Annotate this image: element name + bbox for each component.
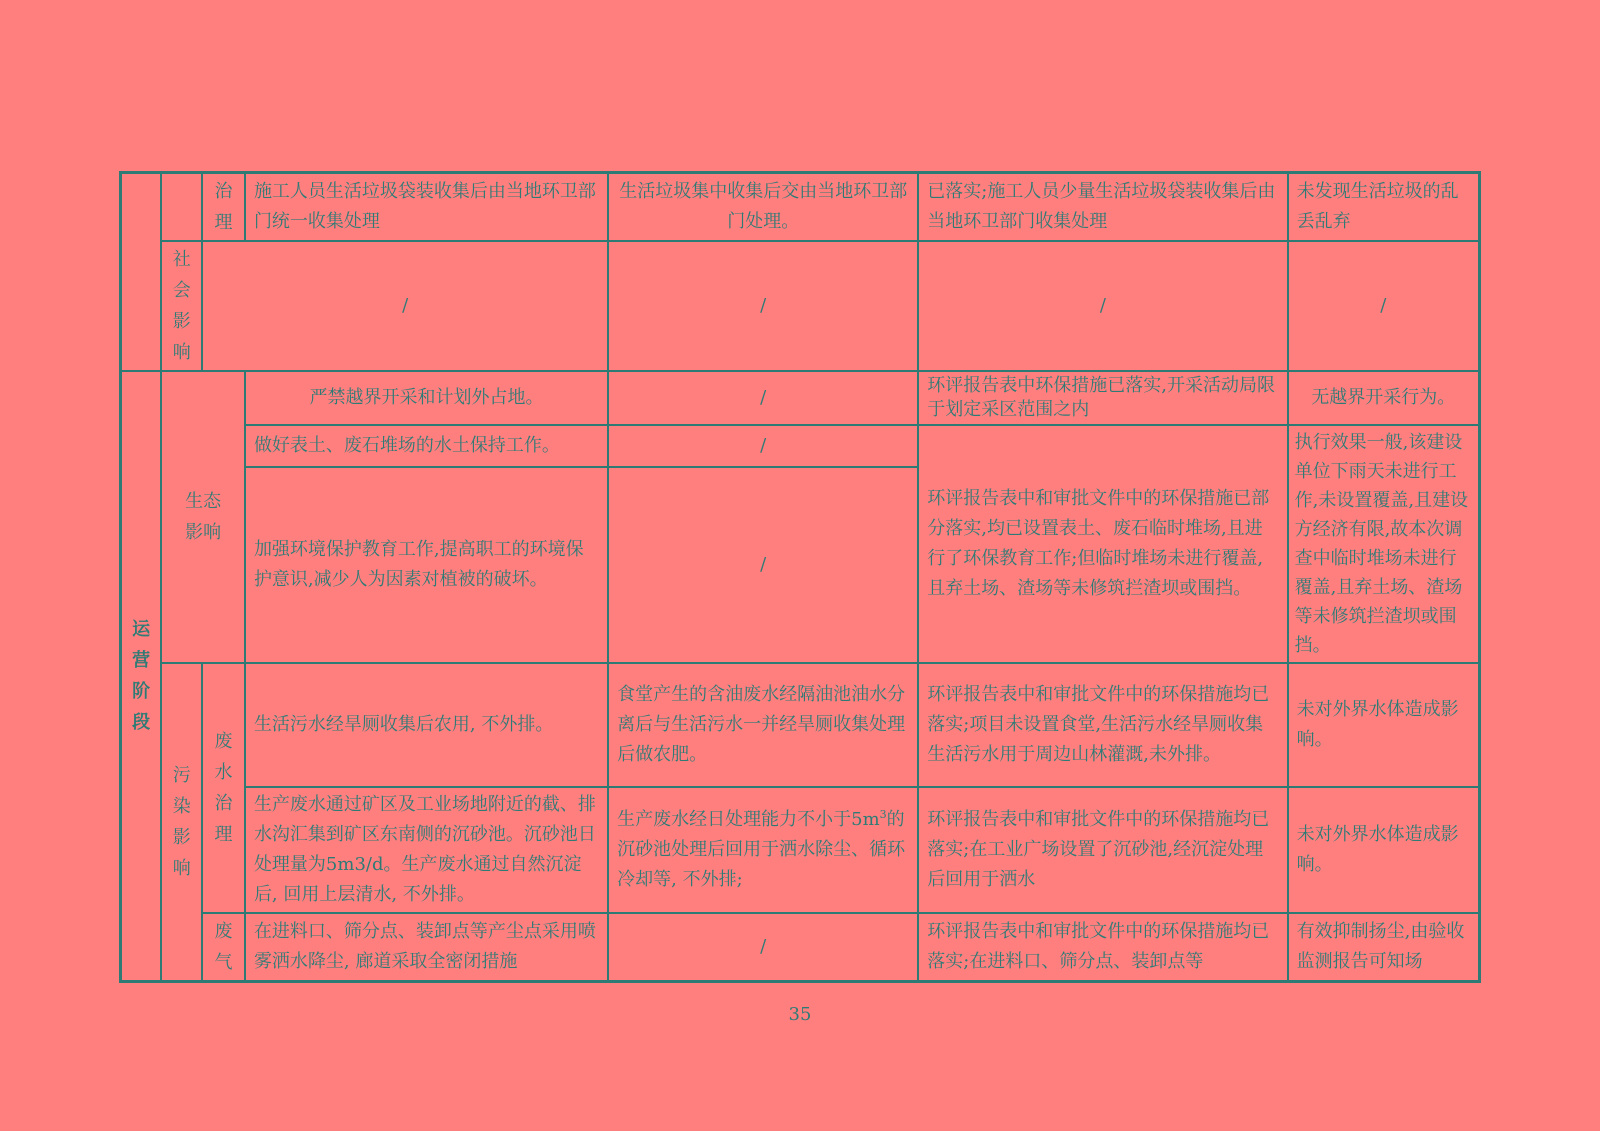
- subcategory-label: 治理: [202, 173, 245, 242]
- effect-cell: /: [1288, 241, 1480, 371]
- requirement-cell: 施工人员生活垃圾袋装收集后由当地环卫部门统一收集处理: [245, 173, 608, 242]
- requirement-cell: 生产废水通过矿区及工业场地附近的截、排水沟汇集到矿区东南侧的沉砂池。沉砂池日处理量为5m3/d。生产废水通过自然沉淀后, 回用上层清水, 不外排。: [245, 787, 608, 913]
- page-number: 35: [788, 1004, 812, 1025]
- effect-cell: 未对外界水体造成影响。: [1288, 787, 1480, 913]
- requirement-cell: 加强环境保护教育工作,提高职工的环境保护意识,减少人为因素对植被的破坏。: [245, 467, 608, 663]
- implementation-cell: 已落实;施工人员少量生活垃圾袋装收集后由当地环卫部门收集处理: [918, 173, 1287, 242]
- table-row: [121, 425, 1480, 467]
- table-row: [121, 913, 1480, 982]
- table-row: [121, 787, 1480, 913]
- category-label-ecology: 生态影响: [161, 371, 245, 663]
- requirement-cell: 在进料口、筛分点、装卸点等产尘点采用喷雾洒水降尘, 廊道采取全密闭措施: [245, 913, 608, 982]
- implementation-cell: 环评报告表中和审批文件中的环保措施均已落实;在进料口、筛分点、装卸点等: [918, 913, 1287, 982]
- approval-cell: /: [608, 241, 918, 371]
- table-row: [121, 663, 1480, 787]
- table-row: [121, 173, 1480, 242]
- approval-cell: [608, 787, 918, 913]
- approval-cell: /: [608, 371, 918, 425]
- subcategory-label-exhaust: 废气: [202, 913, 245, 982]
- effect-cell: 无越界开采行为。: [1288, 371, 1480, 425]
- stage-cell-previous: [121, 173, 162, 372]
- requirement-cell: /: [202, 241, 608, 371]
- approval-superscript: 3: [879, 808, 887, 821]
- implementation-cell: /: [918, 241, 1287, 371]
- effect-cell: 未对外界水体造成影响。: [1288, 663, 1480, 787]
- category-label-social: 社会影响: [161, 241, 202, 371]
- requirement-cell: 做好表土、废石堆场的水土保持工作。: [245, 425, 608, 467]
- effect-cell: 有效抑制扬尘,由验收监测报告可知场: [1288, 913, 1480, 982]
- table-row: [121, 371, 1480, 425]
- effect-cell-shared: 执行效果一般,该建设单位下雨天未进行工作,未设置覆盖,且建设方经济有限,故本次调查中临时堆场未进行覆盖,且弃土场、渣场等未修筑拦渣坝或围挡。: [1288, 425, 1480, 663]
- implementation-cell: 环评报告表中和审批文件中的环保措施均已落实;项目未设置食堂,生活污水经旱厕收集生活污水用于周边山林灌溉,未外排。: [918, 663, 1287, 787]
- approval-cell: /: [608, 913, 918, 982]
- approval-cell: 食堂产生的含油废水经隔油池油水分离后与生活污水一并经旱厕收集处理后做农肥。: [608, 663, 918, 787]
- implementation-cell: 环评报告表中环保措施已落实,开采活动局限于划定采区范围之内: [918, 371, 1287, 425]
- requirement-cell: 生活污水经旱厕收集后农用, 不外排。: [245, 663, 608, 787]
- approval-cell: /: [608, 467, 918, 663]
- environmental-measures-table: [119, 171, 1481, 983]
- implementation-cell: 环评报告表中和审批文件中的环保措施均已落实;在工业广场设置了沉砂池,经沉淀处理后回用于洒水: [918, 787, 1287, 913]
- effect-cell: 未发现生活垃圾的乱丢乱弃: [1288, 173, 1480, 242]
- subcategory-label-wastewater: 废水治理: [202, 663, 245, 913]
- category-label-pollution: 污染影响: [161, 663, 202, 982]
- approval-cell: /: [608, 425, 918, 467]
- category-cell-previous: [161, 173, 202, 242]
- stage-label-operation: 运营阶段: [121, 371, 162, 982]
- table-row: [121, 241, 1480, 371]
- requirement-cell: 严禁越界开采和计划外占地。: [245, 371, 608, 425]
- approval-cell: 生活垃圾集中收集后交由当地环卫部门处理。: [608, 173, 918, 242]
- approval-text-post: 的沉砂池处理后回用于洒水除尘、循环冷却等, 不外排;: [617, 809, 906, 890]
- implementation-cell-shared: 环评报告表中和审批文件中的环保措施已部分落实,均已设置表土、废石临时堆场,且进行了环保教育工作;但临时堆场未进行覆盖,且弃土场、渣场等未修筑拦渣坝或围挡。: [918, 425, 1287, 663]
- approval-text-pre: 生产废水经日处理能力不小于5m: [617, 809, 880, 830]
